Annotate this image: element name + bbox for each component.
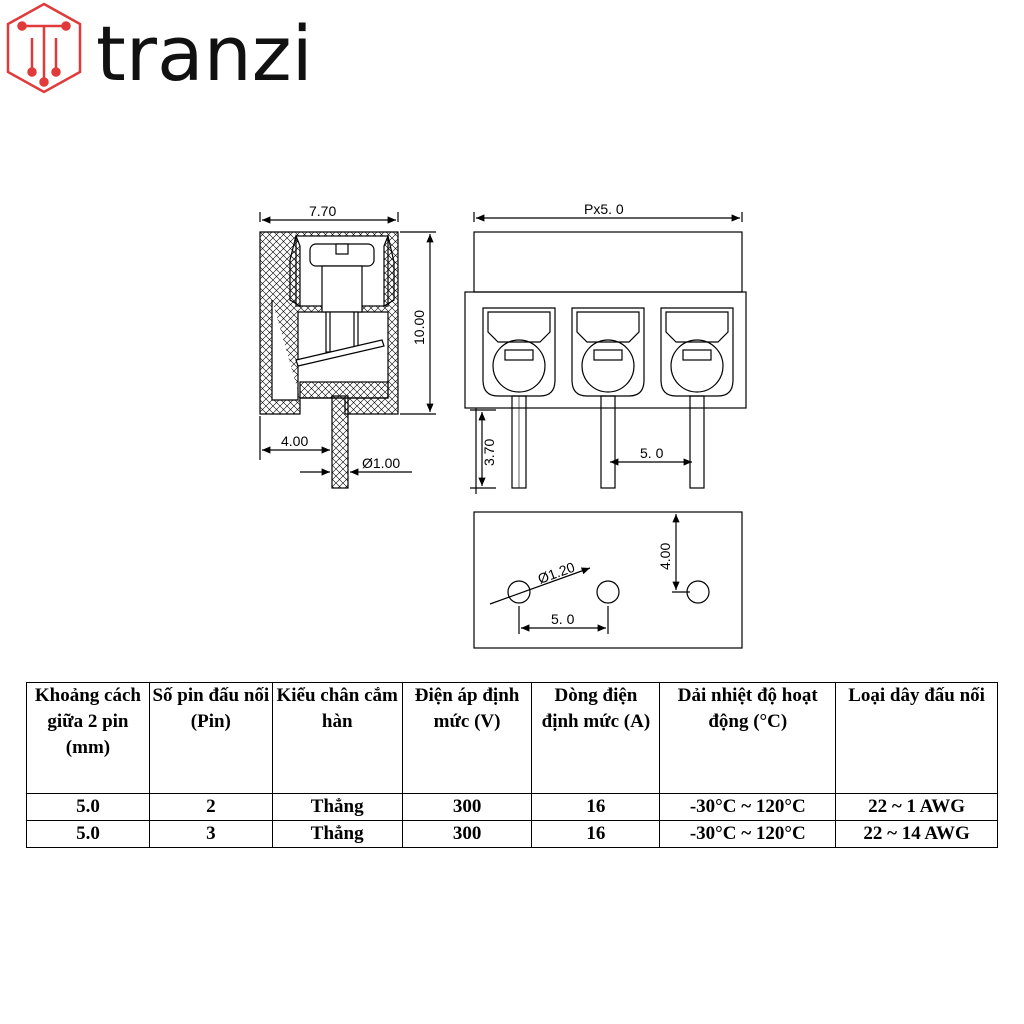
cell-voltage: 300: [402, 821, 532, 848]
brand-name: tranzi: [96, 9, 313, 98]
header-temperature: Dải nhiệt độ hoạt động (°C): [660, 683, 836, 794]
hole-1: [508, 581, 530, 603]
dim-pin-length: 3.70: [481, 438, 497, 466]
cell-pitch: 5.0: [27, 794, 150, 821]
dim-pin-offset: 4.00: [281, 433, 309, 449]
cell-mount-type: Thẳng: [272, 794, 402, 821]
hole-2: [597, 581, 619, 603]
header-mount-type: Kiểu chân cắm hàn: [272, 683, 402, 794]
dim-hole-offset: 4.00: [657, 542, 673, 570]
header-wire-gauge: Loại dây đấu nối: [836, 683, 998, 794]
hole-3: [687, 581, 709, 603]
cell-pin-count: 3: [149, 821, 272, 848]
dim-pitch-bottom: 5. 0: [551, 611, 575, 627]
header-voltage: Điện áp định mức (V): [402, 683, 532, 794]
dim-side-width: 7.70: [309, 203, 337, 219]
table-header-row: [27, 683, 998, 794]
cell-current: 16: [532, 794, 660, 821]
table-row: [27, 821, 998, 848]
cell-voltage: 300: [402, 794, 532, 821]
header-pin-count: Số pin đấu nối (Pin): [149, 683, 272, 794]
dim-hole-diameter: Ø1.20: [535, 558, 577, 587]
cell-temperature: -30°C ~ 120°C: [660, 821, 836, 848]
dim-pin-diameter: Ø1.00: [362, 455, 401, 471]
dim-pitch-front: 5. 0: [640, 445, 664, 461]
cell-temperature: -30°C ~ 120°C: [660, 794, 836, 821]
header-pitch: Khoảng cách giữa 2 pin (mm): [27, 683, 150, 794]
cell-pitch: 5.0: [27, 821, 150, 848]
cell-current: 16: [532, 821, 660, 848]
pcb-footprint-view: [474, 512, 742, 648]
dim-side-height: 10.00: [411, 309, 427, 345]
cell-wire-gauge: 22 ~ 1 AWG: [836, 794, 998, 821]
cell-wire-gauge: 22 ~ 14 AWG: [836, 821, 998, 848]
cell-mount-type: Thẳng: [272, 821, 402, 848]
cell-pin-count: 2: [149, 794, 272, 821]
table-row: [27, 794, 998, 821]
spec-table: [26, 682, 998, 848]
dim-front-width: Px5. 0: [584, 201, 624, 217]
front-terminals: [483, 308, 733, 488]
header-current: Dòng điện định mức (A): [532, 683, 660, 794]
